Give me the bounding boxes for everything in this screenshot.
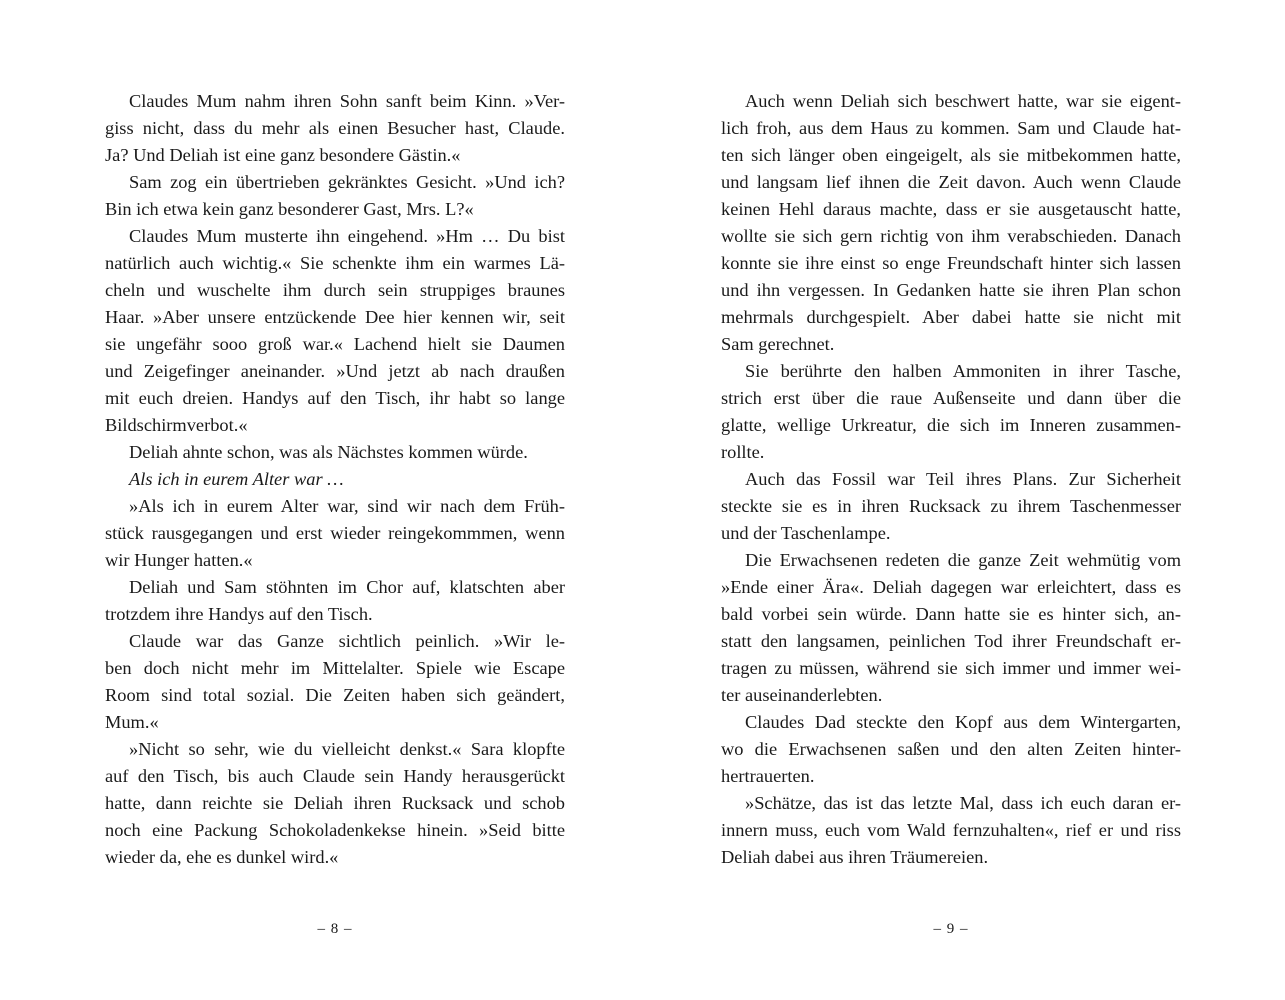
text-line: wir Hunger hatten.« xyxy=(105,550,253,570)
text-line: tragen zu müssen, während sie sich immer und immer wei- xyxy=(721,658,1181,678)
text-line: Auch das Fossil war Teil ihres Plans. Zur Sicherheit xyxy=(745,469,1181,489)
right-page-text xyxy=(721,88,1181,871)
text-line: auf den Tisch, bis auch Claude sein Handy herausgerückt xyxy=(105,766,565,786)
text-line: wieder da, ehe es dunkel wird.« xyxy=(105,847,339,867)
text-line: ten sich länger oben eingeigelt, als sie mitbekommen hatte, xyxy=(721,145,1181,165)
text-line: statt den langsamen, peinlichen Tod ihrer Freundschaft er- xyxy=(721,631,1181,651)
text-line: und Zeigefinger aneinander. »Und jetzt ab nach draußen xyxy=(105,361,565,381)
text-line: Deliah dabei aus ihren Träumereien. xyxy=(721,847,989,867)
text-line: Claudes Mum nahm ihren Sohn sanft beim Kinn. »Ver- xyxy=(129,91,565,111)
text-line: mit euch dreien. Handys auf den Tisch, ihr habt so lange xyxy=(105,388,565,408)
text-line: giss nicht, dass du mehr als einen Besucher hast, Claude. xyxy=(105,118,565,138)
left-page-text xyxy=(105,88,565,871)
text-line: konnte sie ihre einst so enge Freundschaft hinter sich lassen xyxy=(721,253,1181,273)
right-page xyxy=(721,88,1181,958)
text-line: Sam zog ein übertrieben gekränktes Gesicht. »Und ich? xyxy=(129,172,565,192)
text-line: ter auseinanderlebten. xyxy=(721,685,883,705)
text-line: und ihn vergessen. In Gedanken hatte sie ihren Plan schon xyxy=(721,280,1181,300)
text-line: Auch wenn Deliah sich beschwert hatte, war sie eigent- xyxy=(745,91,1181,111)
page-number-left: – 8 – xyxy=(317,921,353,937)
text-line: lich froh, aus dem Haus zu kommen. Sam und Claude hat- xyxy=(721,118,1181,138)
text-line: Ja? Und Deliah ist eine ganz besondere Gästin.« xyxy=(105,145,461,165)
text-line: »Nicht so sehr, wie du vielleicht denkst.« Sara klopfte xyxy=(129,739,565,759)
text-line: innern muss, euch vom Wald fernzuhalten«, rief er und riss xyxy=(721,820,1181,840)
text-line: trotzdem ihre Handys auf den Tisch. xyxy=(105,604,373,624)
text-line: Bildschirmverbot.« xyxy=(105,415,248,435)
text-line: »Ende einer Ära«. Deliah dagegen war erleichtert, dass es xyxy=(721,577,1181,597)
text-line: Claudes Dad steckte den Kopf aus dem Wintergarten, xyxy=(745,712,1181,732)
text-line: natürlich auch wichtig.« Sie schenkte ihm ein warmes Lä- xyxy=(105,253,565,273)
text-line: Room sind total sozial. Die Zeiten haben sich geändert, xyxy=(105,685,565,705)
text-line: rollte. xyxy=(721,442,765,462)
text-line: Sie berührte den halben Ammoniten in ihrer Tasche, xyxy=(745,361,1181,381)
page-number-right: – 9 – xyxy=(933,921,969,937)
text-line: hatte, dann reichte sie Deliah ihren Rucksack und schob xyxy=(105,793,565,813)
text-line: Deliah ahnte schon, was als Nächstes kommen würde. xyxy=(129,442,528,462)
text-line: wo die Erwachsenen saßen und den alten Zeiten hinter- xyxy=(721,739,1181,759)
text-line: sie ungefähr sooo groß war.« Lachend hielt sie Daumen xyxy=(105,334,565,354)
text-line: mehrmals durchgespielt. Aber dabei hatte sie nicht mit xyxy=(721,307,1181,327)
text-line: und der Taschenlampe. xyxy=(721,523,891,543)
text-line: Claudes Mum musterte ihn eingehend. »Hm … Du bist xyxy=(129,226,565,246)
text-line: wollte sie sich gern richtig von ihm verabschieden. Danach xyxy=(721,226,1181,246)
text-line: Bin ich etwa kein ganz besonderer Gast, Mrs. L?« xyxy=(105,199,474,219)
text-line: und langsam lief ihnen die Zeit davon. Auch wenn Claude xyxy=(721,172,1181,192)
text-line: noch eine Packung Schokoladenkekse hinein. »Seid bitte xyxy=(105,820,565,840)
text-line: »Schätze, das ist das letzte Mal, dass ich euch daran er- xyxy=(745,793,1181,813)
text-line: hertrauerten. xyxy=(721,766,815,786)
text-line: »Als ich in eurem Alter war, sind wir nach dem Früh- xyxy=(129,496,565,516)
text-line: Als ich in eurem Alter war … xyxy=(129,469,344,489)
text-line: glatte, wellige Urkreatur, die sich im Inneren zusammen- xyxy=(721,415,1181,435)
text-line: stück rausgegangen und erst wieder reingekommmen, wenn xyxy=(105,523,565,543)
text-line: Deliah und Sam stöhnten im Chor auf, klatschten aber xyxy=(129,577,565,597)
text-line: Die Erwachsenen redeten die ganze Zeit wehmütig vom xyxy=(745,550,1181,570)
text-line: steckte sie es in ihren Rucksack zu ihrem Taschenmesser xyxy=(721,496,1181,516)
text-line: Claude war das Ganze sichtlich peinlich. »Wir le- xyxy=(129,631,565,651)
text-line: bald vorbei sein würde. Dann hatte sie es hinter sich, an- xyxy=(721,604,1181,624)
text-line: ben doch nicht mehr im Mittelalter. Spiele wie Escape xyxy=(105,658,565,678)
text-line: Mum.« xyxy=(105,712,159,732)
text-line: keinen Hehl daraus machte, dass er sie ausgetauscht hatte, xyxy=(721,199,1181,219)
text-line: Haar. »Aber unsere entzückende Dee hier kennen wir, seit xyxy=(105,307,565,327)
text-line: Sam gerechnet. xyxy=(721,334,835,354)
text-line: strich erst über die raue Außenseite und dann über die xyxy=(721,388,1181,408)
left-page xyxy=(105,88,565,958)
text-line: cheln und wuschelte ihm durch sein struppiges braunes xyxy=(105,280,565,300)
